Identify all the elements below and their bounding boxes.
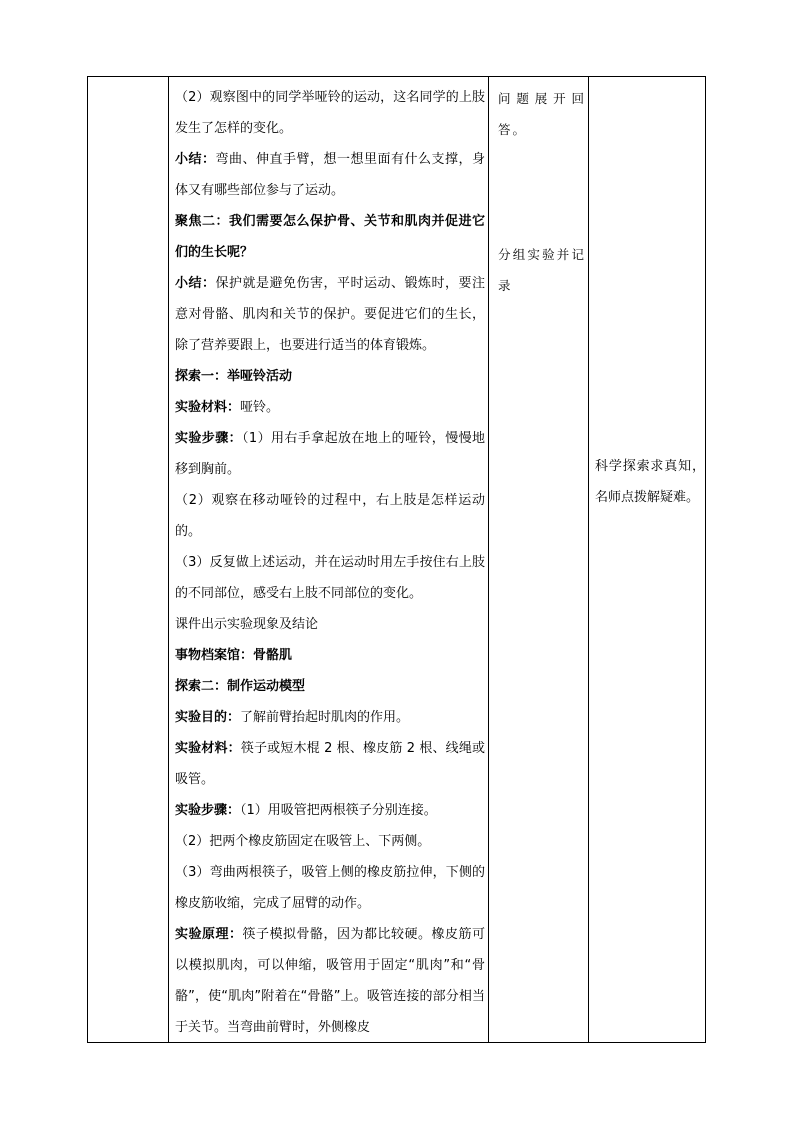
design-intent-text: 科学探索求真知，名师点拨解疑难。: [595, 459, 705, 505]
purpose-2: 实验目的：了解前臂抬起时肌肉的作用。: [175, 710, 410, 725]
steps-1: 实验步骤：（1）用右手拿起放在地上的哑铃，慢慢地移到胸前。: [175, 431, 485, 477]
principle-2: 实验原理：筷子模拟骨骼，因为都比较硬。橡皮筋可以模拟肌肉，可以伸缩，吸管用于固定“肌肉”和“骨骼”，使“肌肉”附着在“骨骼”上。吸管连接的部分相当于关节。当弯曲前臂时，外侧橡皮: [175, 927, 485, 1035]
step-2-3: （3）弯曲两根筷子，吸管上侧的橡皮筋拉伸，下侧的橡皮筋收缩，完成了屈臂的动作。: [175, 865, 485, 911]
stage-cell: [88, 77, 168, 1042]
summary-1: 小结：弯曲、伸直手臂，想一想里面有什么支撑，身体又有哪些部位参与了运动。: [175, 152, 485, 198]
focus-two-heading: 聚焦二：我们需要怎么保护骨、关节和肌肉并促进它们的生长呢？: [175, 214, 485, 260]
steps-2: 实验步骤：（1）用吸管把两根筷子分别连接。: [175, 803, 437, 818]
design-intent-cell: [590, 77, 707, 1042]
student-answer: 问题展开回答。: [498, 91, 586, 137]
student-record: 分组实验并记录: [498, 247, 586, 293]
step-1-2: （2）观察在移动哑铃的过程中，右上肢是怎样运动的。: [175, 493, 485, 539]
step-1-3: （3）反复做上述运动，并在运动时用左手按住右上肢的不同部位，感受右上肢不同部位的变化。: [175, 555, 485, 601]
teacher-activity-cell: [169, 77, 489, 1042]
activity-line-0: （2）观察图中的同学举哑铃的运动，这名同学的上肢发生了怎样的变化。: [175, 90, 485, 136]
archive-heading: 事物档案馆：骨骼肌: [175, 648, 293, 663]
courseware-note: 课件出示实验现象及结论: [175, 617, 319, 632]
student-activity-cell: [490, 77, 590, 1042]
explore-two-heading: 探索二：制作运动模型: [175, 679, 306, 694]
explore-one-heading: 探索一：举哑铃活动: [175, 369, 293, 384]
materials-2: 实验材料：筷子或短木棍 2 根、橡皮筋 2 根、线绳或吸管。: [175, 741, 485, 787]
lesson-table: [87, 76, 706, 1043]
materials-1: 实验材料：哑铃。: [175, 400, 280, 415]
summary-2: 小结：保护就是避免伤害，平时运动、锻炼时，要注意对骨骼、肌肉和关节的保护。要促进它们的生长，除了营养要跟上，也要进行适当的体育锻炼。: [175, 276, 485, 353]
step-2-2: （2）把两个橡皮筋固定在吸管上、下两侧。: [175, 834, 431, 849]
